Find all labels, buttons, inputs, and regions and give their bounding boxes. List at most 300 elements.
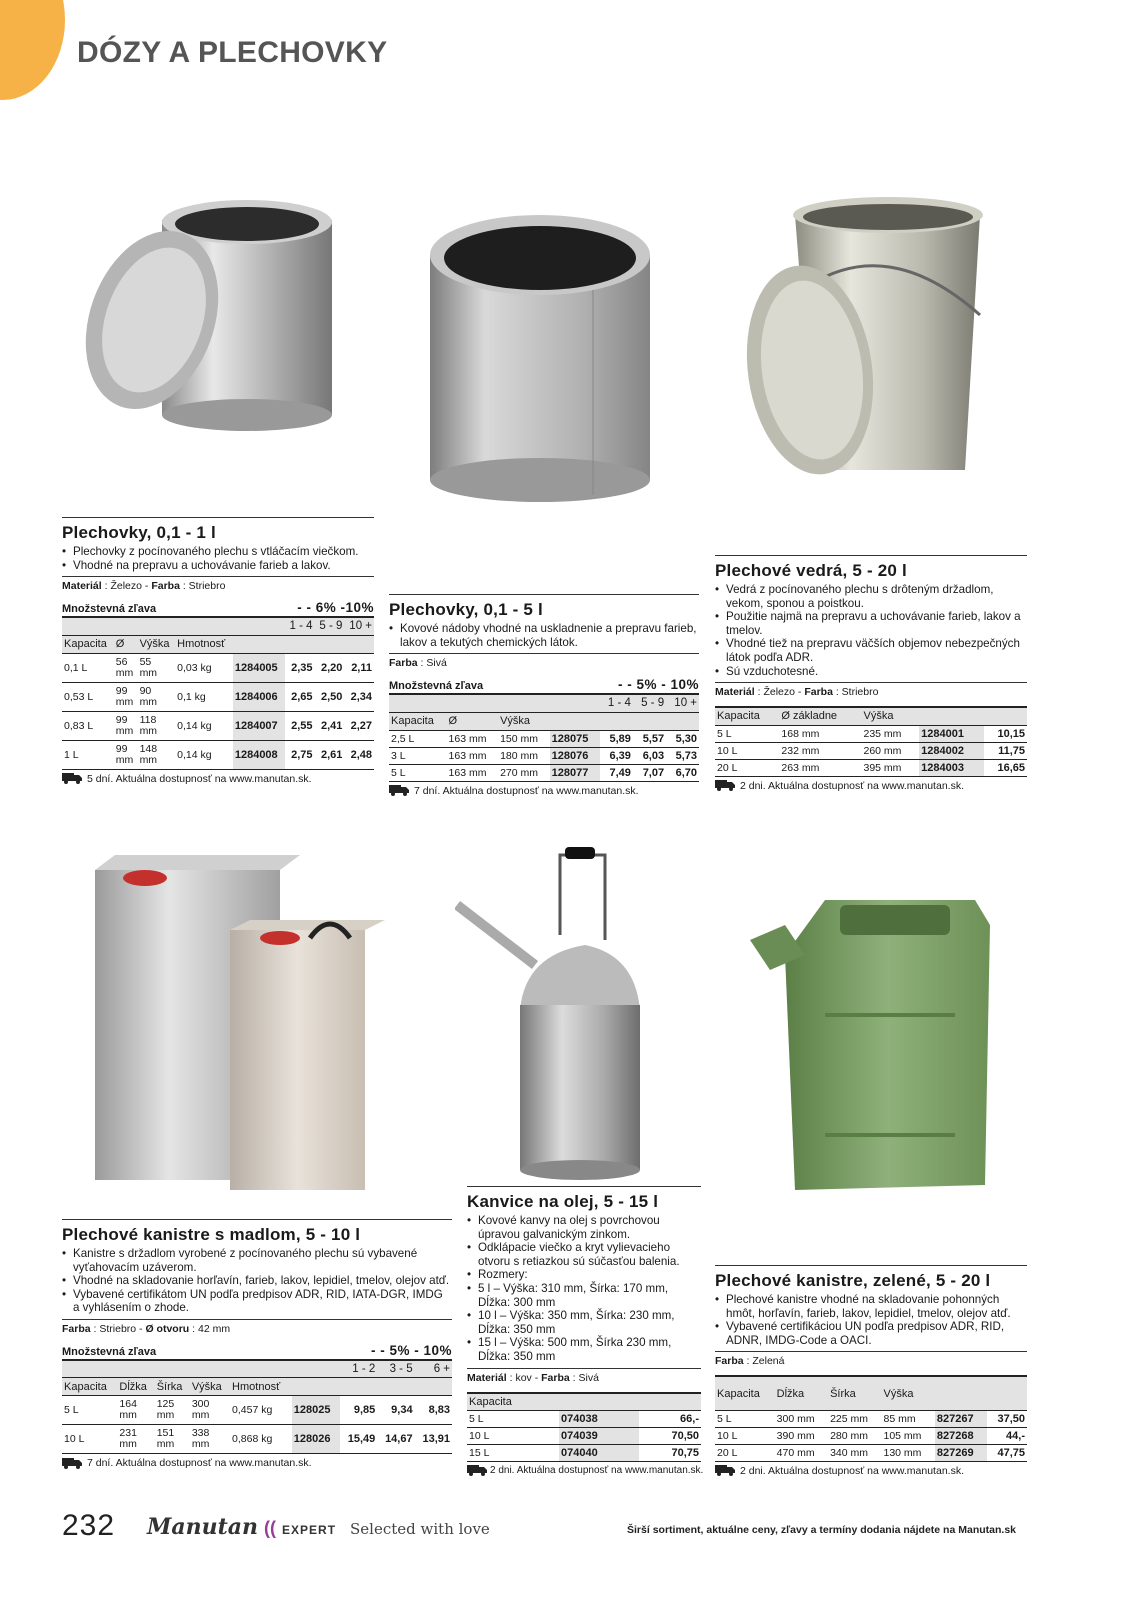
price-table [389, 695, 699, 782]
text-span: 5,89 [600, 730, 633, 747]
availability-note[interactable] [62, 773, 374, 785]
text-span: 6,03 [633, 747, 666, 764]
text-span: Striebro [188, 580, 226, 593]
table-cell [340, 1378, 377, 1396]
table-row [62, 618, 374, 635]
text-span: 5 L [715, 725, 779, 742]
delivery-truck-icon [389, 785, 409, 796]
text-span: 300 [191, 1398, 210, 1411]
product-plechovky-0-1-1l [62, 517, 374, 785]
text-span: Kapacita [389, 712, 447, 730]
text-span: 5,30 [666, 730, 699, 747]
text-span: mm [191, 1438, 210, 1451]
availability-note[interactable] [715, 1465, 1027, 1477]
text-span: Hmotnosť [175, 635, 233, 653]
text-span: : [743, 1355, 753, 1368]
text-span: 0,83 L [62, 711, 114, 740]
text-span: : [189, 1322, 198, 1335]
price-table [715, 1375, 1027, 1462]
text-span: Železo [763, 686, 795, 699]
table-cell [984, 707, 1027, 725]
text-span: : [179, 580, 189, 593]
text-span: 074038 [559, 1411, 639, 1428]
text-span: 5 L [467, 1411, 559, 1428]
text-span: 270 mm [498, 764, 550, 781]
text-span: 3 - 5 [377, 1361, 414, 1378]
text-span: 7,07 [633, 764, 666, 781]
table-row [715, 759, 1027, 776]
attributes [467, 1368, 701, 1388]
feature-item: • Vhodné na skladovanie horľavín, farieb, lakov, lepidiel, tmelov, olejov atď. [62, 1274, 452, 1288]
text-span: 9,85 [340, 1396, 377, 1425]
feature-item: • 15 l – Výška: 500 mm, Šírka 230 mm, Dĺžka: 350 mm [467, 1336, 701, 1363]
text-span: Materiál [62, 580, 102, 593]
table-row [715, 1444, 1027, 1461]
table-row [62, 1378, 452, 1396]
text-span: 16,65 [984, 759, 1027, 776]
text-span: 2 dni. Aktuálna dostupnosť na www.manutan.sk. [490, 1465, 704, 1477]
text-span: Kapacita [62, 1378, 117, 1396]
text-span: 2,65 [285, 682, 315, 711]
text-span: 85 mm [881, 1410, 934, 1427]
table-cell [377, 1378, 414, 1396]
table-cell [62, 618, 285, 635]
text-span: - - 5% - 10% [617, 677, 699, 693]
text-span: 151 [156, 1427, 175, 1440]
feature-list [389, 622, 699, 649]
text-span: 163 mm [447, 764, 499, 781]
text-span: Ø [114, 635, 138, 653]
text-span: Farba [151, 580, 180, 593]
brand-wave-icon: (( [264, 1518, 277, 1538]
text-span: 5 - 9 [315, 618, 345, 635]
feature-item: • Kovové nádoby vhodné na uskladnenie a prepravu farieb, lakov a tekutých chemických látok. [389, 622, 699, 649]
text-span: mm [115, 695, 134, 708]
text-span: mm [156, 1409, 175, 1422]
text-span: Striebro [841, 686, 879, 699]
table-row [715, 707, 1027, 725]
product-photo-metal-bucket [740, 195, 1000, 505]
product-kanvice-na-olej [467, 1186, 704, 1477]
table-cell [190, 1396, 230, 1425]
feature-item: • 5 l – Výška: 310 mm, Šírka: 170 mm, Dĺžka: 300 mm [467, 1282, 701, 1309]
text-span: Výška [138, 635, 176, 653]
text-span: 148 [139, 742, 158, 755]
feature-item: • Vhodné tiež na prepravu väčších objemov nebezpečných látok podľa ADR. [715, 637, 1027, 664]
table-row [62, 740, 374, 769]
text-span: 2,41 [315, 711, 345, 740]
text-span: 390 mm [775, 1427, 828, 1444]
text-span: 827268 [935, 1427, 987, 1444]
text-span: 8,83 [415, 1396, 452, 1425]
text-span: Ø [447, 712, 499, 730]
availability-note[interactable] [467, 1465, 704, 1477]
text-span: Šírka [828, 1376, 881, 1410]
table-row [62, 711, 374, 740]
text-span: 338 [191, 1427, 210, 1440]
text-span: 10 L [715, 1427, 775, 1444]
table-row [467, 1428, 701, 1445]
feature-item: • Kanistre s držadlom vyrobené z pocínovaného plechu sú vybavené vyťahovacím uzáverom. [62, 1247, 452, 1274]
delivery-truck-icon [715, 1465, 735, 1476]
text-span: Kapacita [467, 1393, 559, 1411]
text-span: Dĺžka [117, 1378, 154, 1396]
table-cell [987, 1376, 1027, 1410]
text-span: 7 dní. Aktuálna dostupnosť na www.manutan.sk. [87, 1457, 312, 1470]
attributes [715, 682, 1027, 702]
text-span: Ø základne [779, 707, 861, 725]
text-span: kov [515, 1371, 532, 1384]
text-span: Výška [498, 712, 550, 730]
text-span: 9,34 [377, 1396, 414, 1425]
table-row [389, 730, 699, 747]
price-table [62, 618, 374, 770]
text-span: Ø otvoru [145, 1322, 190, 1335]
table-row [389, 747, 699, 764]
product-photo-oil-can [455, 845, 665, 1185]
text-span: 5 dní. Aktuálna dostupnosť na www.manutan.sk. [87, 772, 312, 785]
table-cell [559, 1393, 639, 1411]
text-span: 10 + [666, 695, 699, 712]
feature-item: • Rozmery: [467, 1268, 701, 1282]
feature-item: • 10 l – Výška: 350 mm, Šírka: 230 mm, Dĺžka: 350 mm [467, 1309, 701, 1336]
text-span: 180 mm [498, 747, 550, 764]
brand-name: Manutan [147, 1514, 259, 1540]
table-cell [550, 712, 600, 730]
availability-note[interactable] [62, 1457, 452, 1469]
text-span: 232 mm [779, 742, 861, 759]
table-row [62, 635, 374, 653]
feature-item: • Plechové kanistre vhodné na skladovanie pohonných hmôt, horľavín, farieb, lakov, lepidiel, tmelov, olejov atď. [715, 1293, 1027, 1320]
text-span: 150 mm [498, 730, 550, 747]
text-span: 5,57 [633, 730, 666, 747]
text-span: 5 L [62, 1396, 117, 1425]
text-span: 1284002 [919, 742, 983, 759]
text-span: Farba [804, 686, 833, 699]
text-span: 10 + [344, 618, 374, 635]
text-span: 1 - 4 [600, 695, 633, 712]
text-span: 231 [119, 1427, 137, 1440]
text-span: 56 [115, 655, 128, 668]
text-span: 70,50 [639, 1428, 701, 1445]
text-span: 340 mm [828, 1444, 881, 1461]
text-span: mm [115, 753, 134, 766]
text-span: 90 [139, 684, 152, 697]
text-span: 0,03 kg [175, 653, 233, 682]
text-span: - - 6% -10% [297, 600, 374, 616]
text-span: 163 mm [447, 747, 499, 764]
text-span: 1284007 [233, 711, 285, 740]
product-title: Plechové kanistre s madlom, 5 - 10 l [62, 1225, 361, 1244]
text-span: 2,50 [315, 682, 345, 711]
table-cell [190, 1425, 230, 1454]
text-span: 55 [139, 655, 152, 668]
text-span: mm [139, 724, 158, 737]
text-span: 10 L [62, 1425, 117, 1454]
table-cell [114, 711, 138, 740]
feature-item: • Sú vzduchotesné. [715, 665, 1027, 679]
table-row [467, 1411, 701, 1428]
table-row [715, 1376, 1027, 1410]
table-row [467, 1445, 701, 1462]
text-span: Kapacita [62, 635, 114, 653]
text-span: : [832, 686, 842, 699]
text-span: 2,75 [285, 740, 315, 769]
footer-link[interactable]: Manutan.sk [958, 1524, 1016, 1536]
price-table [715, 706, 1027, 777]
text-span: 2,55 [285, 711, 315, 740]
text-span: 44,- [987, 1427, 1027, 1444]
footer-note [620, 1524, 1016, 1536]
table-cell [138, 682, 176, 711]
text-span: 13,91 [415, 1425, 452, 1454]
text-span: Sivá [578, 1371, 599, 1384]
table-row [62, 1425, 452, 1454]
brand-suffix: EXPERT [282, 1523, 337, 1537]
text-span: 1284003 [919, 759, 983, 776]
text-span: 7 dní. Aktuálna dostupnosť na www.manutan.sk. [414, 784, 639, 797]
text-span: 300 mm [775, 1410, 828, 1427]
table-cell [600, 712, 633, 730]
text-span: Množstevná zľava [62, 1345, 157, 1358]
text-span: 2,34 [344, 682, 374, 711]
text-span: 125 [156, 1398, 175, 1411]
product-photo-tin-can-large [425, 210, 655, 505]
product-title: Plechové kanistre, zelené, 5 - 20 l [715, 1271, 991, 1290]
feature-list [62, 545, 374, 572]
page-title: DÓZY A PLECHOVKY [77, 36, 388, 69]
text-span: 10 L [467, 1428, 559, 1445]
text-span: 6,39 [600, 747, 633, 764]
text-span: Výška [861, 707, 919, 725]
price-table [467, 1392, 701, 1463]
brand-slogan: Selected with love [350, 1520, 490, 1538]
footer-note-text: Širší sortiment, aktuálne ceny, zľavy a termíny dodania nájdete na [627, 1524, 959, 1536]
table-cell [633, 712, 666, 730]
text-span: - [136, 1322, 146, 1335]
text-span: 1284001 [919, 725, 983, 742]
text-span: 470 mm [775, 1444, 828, 1461]
text-span: 0,457 kg [230, 1396, 292, 1425]
text-span: 128025 [292, 1396, 340, 1425]
text-span: 225 mm [828, 1410, 881, 1427]
product-title: Plechovky, 0,1 - 5 l [389, 600, 543, 619]
table-cell [138, 653, 176, 682]
product-title: Plechovky, 0,1 - 1 l [62, 523, 216, 542]
table-cell [114, 653, 138, 682]
text-span: 2,11 [344, 653, 374, 682]
text-span: 5 L [389, 764, 447, 781]
table-cell [666, 712, 699, 730]
table-cell [285, 635, 315, 653]
text-span: 1 - 2 [340, 1361, 377, 1378]
text-span: Sivá [426, 657, 447, 670]
text-span: 163 mm [447, 730, 499, 747]
product-plechove-vedra [715, 555, 1027, 792]
text-span: 2,61 [315, 740, 345, 769]
product-kanistre-s-madlom [62, 1219, 452, 1469]
table-row [467, 1393, 701, 1411]
text-span: Farba [715, 1355, 744, 1368]
text-span: : [90, 1322, 100, 1335]
text-span: 0,53 L [62, 682, 114, 711]
text-span: 37,50 [987, 1410, 1027, 1427]
feature-list [715, 583, 1027, 678]
text-span: : [417, 657, 427, 670]
text-span: - [531, 1371, 542, 1384]
text-span: 2,20 [315, 653, 345, 682]
table-cell [138, 740, 176, 769]
product-title: Kanvice na olej, 5 - 15 l [467, 1192, 659, 1211]
text-span: Výška [881, 1376, 934, 1410]
text-span: Materiál [467, 1371, 507, 1384]
text-span: 0,1 kg [175, 682, 233, 711]
table-cell [155, 1396, 190, 1425]
text-span: 2,5 L [389, 730, 447, 747]
product-photo-tin-can-small [82, 190, 372, 435]
text-span: 130 mm [881, 1444, 934, 1461]
text-span: - - 5% - 10% [370, 1342, 452, 1358]
brand-logo [147, 1514, 490, 1540]
text-span: 260 mm [861, 742, 919, 759]
table-cell [233, 635, 285, 653]
text-span: 66,- [639, 1411, 701, 1428]
table-row [389, 764, 699, 781]
table-row [62, 682, 374, 711]
text-span: 128076 [550, 747, 600, 764]
availability-note[interactable] [389, 785, 699, 797]
product-plechovky-0-1-5l [389, 594, 699, 797]
text-span: Kapacita [715, 1376, 775, 1410]
text-span: - [141, 580, 152, 593]
feature-list [715, 1293, 1027, 1347]
feature-item: • Vhodné na prepravu a uchovávanie farieb a lakov. [62, 559, 374, 573]
attributes [389, 653, 699, 673]
table-row [715, 725, 1027, 742]
product-photo-green-jerrycan [745, 895, 1005, 1195]
table-row [62, 653, 374, 682]
text-span: Výška [190, 1378, 230, 1396]
table-cell [935, 1376, 987, 1410]
text-span: 164 [119, 1398, 137, 1411]
text-span: 7,49 [600, 764, 633, 781]
text-span: 6 + [415, 1361, 452, 1378]
product-photo-jerrycans-handle [90, 850, 390, 1195]
table-row [389, 712, 699, 730]
feature-item: • Vybavené certifikáciou UN podľa predpisov ADR, RID, ADNR, IMDG-Code a OACI. [715, 1320, 1027, 1347]
text-span: 235 mm [861, 725, 919, 742]
text-span: mm [115, 666, 134, 679]
table-cell [344, 635, 374, 653]
text-span: Dĺžka [775, 1376, 828, 1410]
table-cell [117, 1396, 154, 1425]
text-span: Šírka [155, 1378, 190, 1396]
text-span: 5 - 9 [633, 695, 666, 712]
availability-note[interactable] [715, 780, 1027, 792]
text-span: 70,75 [639, 1445, 701, 1462]
table-cell [117, 1425, 154, 1454]
quantity-discount-header [62, 600, 374, 618]
text-span: 99 [115, 713, 128, 726]
text-span: 2 dni. Aktuálna dostupnosť na www.manutan.sk. [740, 779, 964, 792]
text-span: Železo [110, 580, 142, 593]
text-span: 20 L [715, 1444, 775, 1461]
attributes [62, 1319, 452, 1339]
text-span: 99 [115, 684, 128, 697]
table-row [62, 1361, 452, 1378]
feature-item: • Kovové kanvy na olej s povrchovou úpravou galvanickým zinkom. [467, 1214, 701, 1241]
text-span: 1 L [62, 740, 114, 769]
text-span: 1 - 4 [285, 618, 315, 635]
feature-list [62, 1247, 452, 1315]
text-span: 1284005 [233, 653, 285, 682]
text-span: 128077 [550, 764, 600, 781]
text-span: : [506, 1371, 516, 1384]
text-span: 3 L [389, 747, 447, 764]
text-span: Množstevná zľava [62, 603, 157, 616]
delivery-truck-icon [62, 1458, 82, 1469]
text-span: 1284006 [233, 682, 285, 711]
text-span: 168 mm [779, 725, 861, 742]
text-span: 395 mm [861, 759, 919, 776]
feature-item: • Plechovky z pocínovaného plechu s vtláčacím viečkom. [62, 545, 374, 559]
text-span: 128075 [550, 730, 600, 747]
text-span: 2 dni. Aktuálna dostupnosť na www.manutan.sk. [740, 1464, 964, 1477]
product-kanistre-zelene [715, 1265, 1027, 1477]
table-cell [919, 707, 983, 725]
text-span: 827267 [935, 1410, 987, 1427]
text-span: 0,868 kg [230, 1425, 292, 1454]
table-cell [62, 1361, 340, 1378]
text-span: : [569, 1371, 579, 1384]
text-span: mm [119, 1438, 137, 1451]
price-table [62, 1361, 452, 1455]
table-row [715, 1427, 1027, 1444]
delivery-truck-icon [62, 773, 82, 784]
text-span: 118 [139, 713, 157, 726]
text-span: 128026 [292, 1425, 340, 1454]
table-row [715, 742, 1027, 759]
delivery-truck-icon [715, 780, 735, 791]
feature-item: • Vybavené certifikátom UN podľa predpisov ADR, RID, IATA-DGR, IMDG a vyhlásením o zhode. [62, 1288, 452, 1315]
text-span: 0,14 kg [175, 711, 233, 740]
corner-accent [0, 0, 66, 100]
table-cell [138, 711, 176, 740]
corner-accent-circle [0, 0, 65, 100]
text-span: 11,75 [984, 742, 1027, 759]
text-span: Hmotnosť [230, 1378, 292, 1396]
text-span: Materiál [715, 686, 755, 699]
text-span: 10,15 [984, 725, 1027, 742]
table-cell [639, 1393, 701, 1411]
text-span: 6,70 [666, 764, 699, 781]
text-span: 10 L [715, 742, 779, 759]
text-span: 2,48 [344, 740, 374, 769]
table-cell [389, 695, 600, 712]
text-span: 15,49 [340, 1425, 377, 1454]
product-title: Plechové vedrá, 5 - 20 l [715, 561, 907, 580]
text-span: - [794, 686, 805, 699]
text-span: Striebro [99, 1322, 137, 1335]
text-span: 074040 [559, 1445, 639, 1462]
text-span: 105 mm [881, 1427, 934, 1444]
text-span: Farba [541, 1371, 570, 1384]
text-span: Množstevná zľava [389, 680, 484, 693]
quantity-discount-header [389, 677, 699, 695]
text-span: 074039 [559, 1428, 639, 1445]
text-span: 5 L [715, 1410, 775, 1427]
text-span: 280 mm [828, 1427, 881, 1444]
